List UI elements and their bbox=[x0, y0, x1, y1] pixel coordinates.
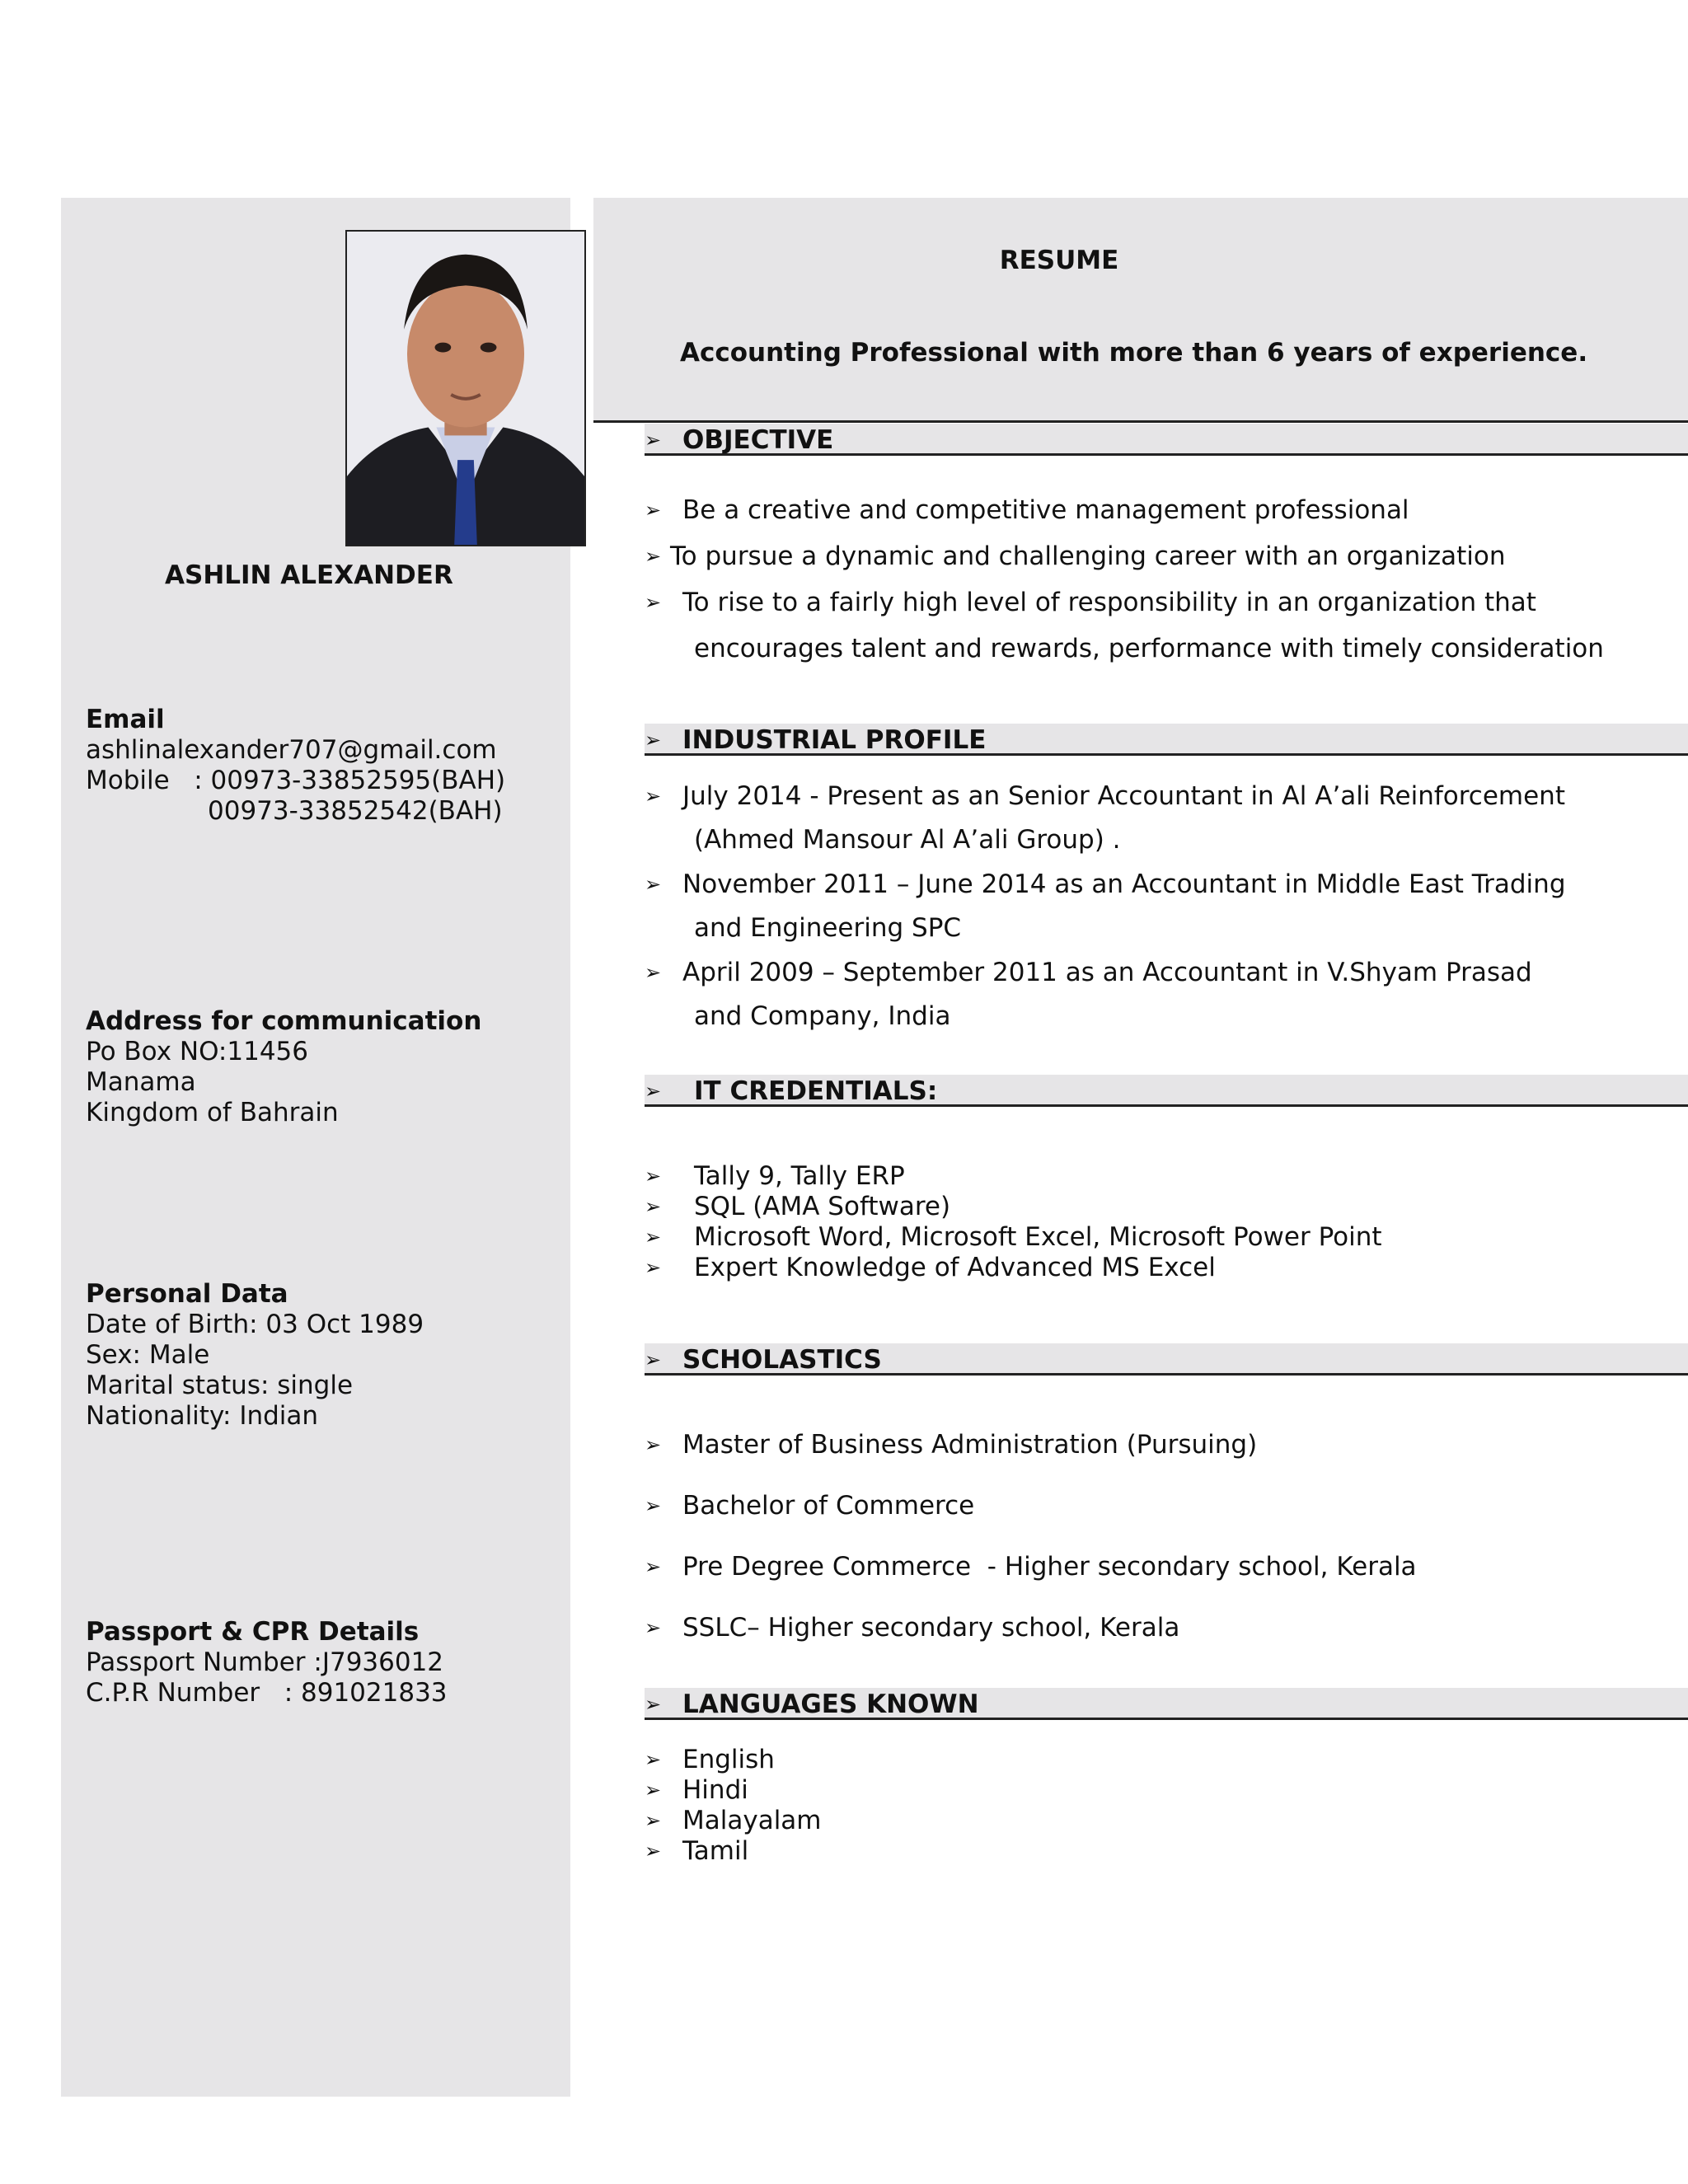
list-item-text: To pursue a dynamic and challenging career with an organization bbox=[670, 541, 1506, 571]
list-item-text: Hindi bbox=[682, 1775, 748, 1805]
mobile-line: Mobile : 00973-33852595(BAH) bbox=[86, 766, 506, 795]
list-item-text: Master of Business Administration (Pursuing) bbox=[682, 1430, 1258, 1460]
arrow-bullet-icon: ➢ bbox=[645, 1616, 662, 1639]
arrow-bullet-icon: ➢ bbox=[645, 873, 662, 896]
arrow-bullet-icon: ➢ bbox=[645, 729, 662, 752]
list-item-text: SSLC– Higher secondary school, Kerala bbox=[682, 1613, 1180, 1643]
arrow-bullet-icon: ➢ bbox=[645, 1494, 662, 1517]
list-item-continuation: and Company, India bbox=[694, 1001, 951, 1031]
list-item-text: Expert Knowledge of Advanced MS Excel bbox=[694, 1253, 1216, 1282]
arrow-bullet-icon: ➢ bbox=[645, 1433, 662, 1456]
arrow-bullet-icon: ➢ bbox=[645, 1348, 662, 1371]
arrow-bullet-icon: ➢ bbox=[645, 1840, 662, 1863]
arrow-bullet-icon: ➢ bbox=[645, 591, 662, 614]
arrow-bullet-icon: ➢ bbox=[645, 1256, 662, 1279]
section-heading-objective bbox=[645, 424, 1688, 456]
section-title: OBJECTIVE bbox=[682, 425, 834, 455]
section-heading-languages bbox=[645, 1688, 1688, 1720]
arrow-bullet-icon: ➢ bbox=[645, 499, 662, 522]
personal-data-line: Date of Birth: 03 Oct 1989 bbox=[86, 1310, 424, 1339]
personal-data-block bbox=[86, 1279, 424, 1432]
email-heading: Email bbox=[86, 705, 165, 734]
list-item-text: Be a creative and competitive management professional bbox=[682, 495, 1409, 525]
profile-photo bbox=[345, 230, 586, 546]
address-line: Kingdom of Bahrain bbox=[86, 1098, 339, 1127]
passport-block bbox=[86, 1617, 448, 1708]
personal-data-line: Nationality: Indian bbox=[86, 1401, 319, 1431]
address-heading: Address for communication bbox=[86, 1006, 482, 1036]
mobile-line-2: 00973-33852542(BAH) bbox=[208, 796, 503, 826]
arrow-bullet-icon: ➢ bbox=[645, 785, 662, 808]
arrow-bullet-icon: ➢ bbox=[645, 1779, 662, 1802]
arrow-bullet-icon: ➢ bbox=[645, 545, 662, 568]
list-item-text: Microsoft Word, Microsoft Excel, Microsoft Power Point bbox=[694, 1222, 1382, 1252]
address-line: Po Box NO:11456 bbox=[86, 1037, 308, 1066]
arrow-bullet-icon: ➢ bbox=[645, 429, 662, 452]
section-heading-it-credentials bbox=[645, 1075, 1688, 1107]
arrow-bullet-icon: ➢ bbox=[645, 1748, 662, 1771]
section-title: INDUSTRIAL PROFILE bbox=[682, 725, 987, 755]
list-item-text: To rise to a fairly high level of responsibility in an organization that bbox=[682, 588, 1536, 617]
list-item-text: SQL (AMA Software) bbox=[694, 1192, 951, 1221]
arrow-bullet-icon: ➢ bbox=[645, 1809, 662, 1832]
passport-line: C.P.R Number : 891021833 bbox=[86, 1678, 448, 1708]
personal-data-line: Marital status: single bbox=[86, 1371, 354, 1400]
list-item-text: Malayalam bbox=[682, 1806, 822, 1835]
list-item-text: Tamil bbox=[682, 1836, 749, 1866]
personal-data-line: Sex: Male bbox=[86, 1340, 210, 1370]
section-title: SCHOLASTICS bbox=[682, 1345, 882, 1375]
list-item-text: Pre Degree Commerce - Higher secondary school, Kerala bbox=[682, 1552, 1417, 1582]
list-item-text: November 2011 – June 2014 as an Accountant in Middle East Trading bbox=[682, 869, 1566, 899]
list-item-text: July 2014 - Present as an Senior Accountant in Al A’ali Reinforcement bbox=[682, 781, 1565, 811]
passport-line: Passport Number :J7936012 bbox=[86, 1647, 444, 1677]
section-heading-industrial-profile bbox=[645, 724, 1688, 756]
resume-tagline: Accounting Professional with more than 6 years of experience. bbox=[680, 338, 1588, 368]
contact-block bbox=[86, 705, 505, 827]
arrow-bullet-icon: ➢ bbox=[645, 961, 662, 984]
section-title: LANGUAGES KNOWN bbox=[682, 1690, 979, 1719]
resume-title: RESUME bbox=[999, 246, 1119, 275]
arrow-bullet-icon: ➢ bbox=[645, 1555, 662, 1578]
passport-heading: Passport & CPR Details bbox=[86, 1617, 420, 1647]
list-item-continuation: (Ahmed Mansour Al A’ali Group) . bbox=[694, 825, 1121, 855]
list-item-continuation: and Engineering SPC bbox=[694, 913, 962, 943]
address-block bbox=[86, 1006, 481, 1128]
list-item-text: Bachelor of Commerce bbox=[682, 1491, 975, 1521]
header-band bbox=[593, 198, 1688, 423]
email-value: ashlinalexander707@gmail.com bbox=[86, 735, 497, 765]
list-item-text: Tally 9, Tally ERP bbox=[694, 1161, 905, 1191]
list-item-text: April 2009 – September 2011 as an Accountant in V.Shyam Prasad bbox=[682, 958, 1532, 987]
section-title: IT CREDENTIALS: bbox=[694, 1076, 938, 1106]
arrow-bullet-icon: ➢ bbox=[645, 1693, 662, 1716]
arrow-bullet-icon: ➢ bbox=[645, 1165, 662, 1188]
address-line: Manama bbox=[86, 1067, 196, 1097]
list-item-continuation: encourages talent and rewards, performance with timely consideration bbox=[694, 634, 1604, 663]
arrow-bullet-icon: ➢ bbox=[645, 1226, 662, 1249]
list-item-text: English bbox=[682, 1745, 775, 1774]
portrait-image bbox=[347, 232, 584, 545]
section-heading-scholastics bbox=[645, 1343, 1688, 1376]
personal-data-heading: Personal Data bbox=[86, 1279, 288, 1309]
arrow-bullet-icon: ➢ bbox=[645, 1080, 662, 1103]
arrow-bullet-icon: ➢ bbox=[645, 1195, 662, 1218]
candidate-name: ASHLIN ALEXANDER bbox=[165, 560, 453, 590]
